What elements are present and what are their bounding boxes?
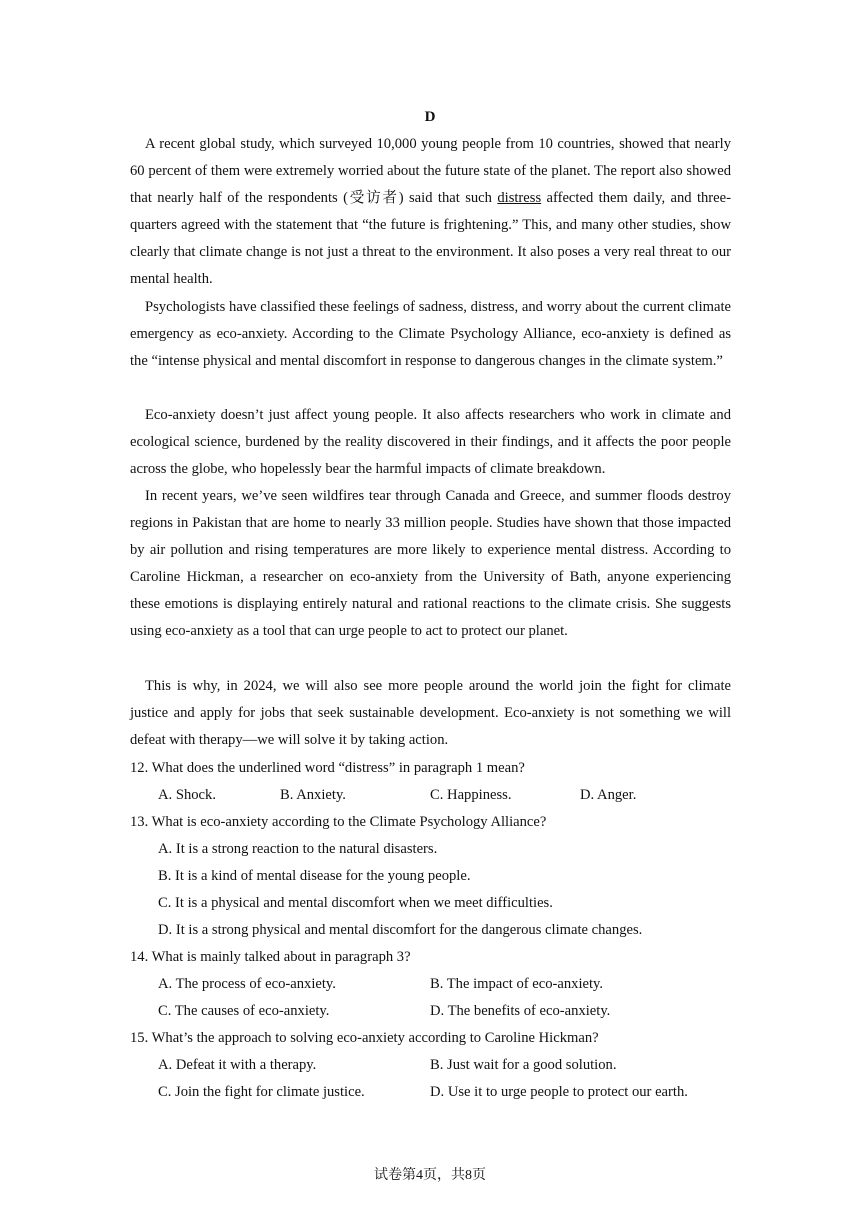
question-15-stem: 15. What’s the approach to solving eco-anxiety according to Caroline Hickman? <box>130 1030 599 1046</box>
question-15-option-d: D. Use it to urge people to protect our earth. <box>430 1084 688 1100</box>
question-12-option-c: C. Happiness. <box>430 787 512 803</box>
paragraph-4: In recent years, we’ve seen wildfires tear through Canada and Greece, and summer floods destroy regions in Pakistan that are home to nearly 33 million people. Studies have shown that those impacted by air pollution and rising temperatures are more likely to experience mental distress. According to Caroline Hickman, a researcher on eco-anxiety from the University of Bath, anyone experiencing these emotions is displaying entirely natural and rational reactions to the climate crisis. She suggests using eco-anxiety as a tool that can urge people to act to protect our planet. <box>130 488 731 639</box>
question-14-option-c: C. The causes of eco-anxiety. <box>158 1003 330 1019</box>
question-12-stem: 12. What does the underlined word “distress” in paragraph 1 mean? <box>130 760 525 776</box>
question-12-option-a: A. Shock. <box>158 787 216 803</box>
question-13-option-a: A. It is a strong reaction to the natural disasters. <box>158 841 438 857</box>
question-14-option-b: B. The impact of eco-anxiety. <box>430 976 604 992</box>
question-14-option-d: D. The benefits of eco-anxiety. <box>430 1003 611 1019</box>
paragraph-1-part-b: affected them daily, and three-quarters agreed with the statement that “the future is frightening.” This, and many other studies, show clearly that climate change is not just a threat to the environment. It also poses a very real threat to our mental health. <box>130 190 731 287</box>
page-footer: 试卷第4页，共8页 <box>374 1168 486 1183</box>
question-12-option-d: D. Anger. <box>580 787 637 803</box>
question-14-option-a: A. The process of eco-anxiety. <box>158 976 336 992</box>
paragraph-1 <box>130 131 731 293</box>
question-12-option-b: B. Anxiety. <box>280 787 346 803</box>
question-13-option-b: B. It is a kind of mental disease for the young people. <box>158 868 471 884</box>
question-15-option-a: A. Defeat it with a therapy. <box>158 1057 317 1073</box>
question-15-option-c: C. Join the fight for climate justice. <box>158 1084 365 1100</box>
section-title: D <box>424 109 436 125</box>
question-14-stem: 14. What is mainly talked about in paragraph 3? <box>130 949 411 965</box>
paragraph-3: Eco-anxiety doesn’t just affect young people. It also affects researchers who work in climate and ecological science, burdened by the reality discovered in their findings, and it affects the poor people across the globe, who hopelessly bear the harmful impacts of climate breakdown. <box>130 407 731 477</box>
paragraph-1-part-a: A recent global study, which surveyed 10,000 young people from 10 countries, showed that nearly 60 percent of them were extremely worried about the future state of the planet. The report also showed that nearly half of the respondents (受访者) said that such <box>130 136 731 206</box>
question-13-stem: 13. What is eco-anxiety according to the Climate Psychology Alliance? <box>130 814 547 830</box>
question-15-option-b: B. Just wait for a good solution. <box>430 1057 617 1073</box>
question-13-option-c: C. It is a physical and mental discomfort when we meet difficulties. <box>158 895 553 911</box>
question-13-option-d: D. It is a strong physical and mental discomfort for the dangerous climate changes. <box>158 922 643 938</box>
underlined-word-distress: distress <box>497 190 542 206</box>
paragraph-5: This is why, in 2024, we will also see more people around the world join the fight for climate justice and apply for jobs that seek sustainable development. Eco-anxiety is not something we will defeat with therapy—we will solve it by taking action. <box>130 678 731 748</box>
paragraph-2: Psychologists have classified these feelings of sadness, distress, and worry about the current climate emergency as eco-anxiety. According to the Climate Psychology Alliance, eco-anxiety is defined as the “intense physical and mental discomfort in response to dangerous changes in the climate system.” <box>130 299 731 369</box>
